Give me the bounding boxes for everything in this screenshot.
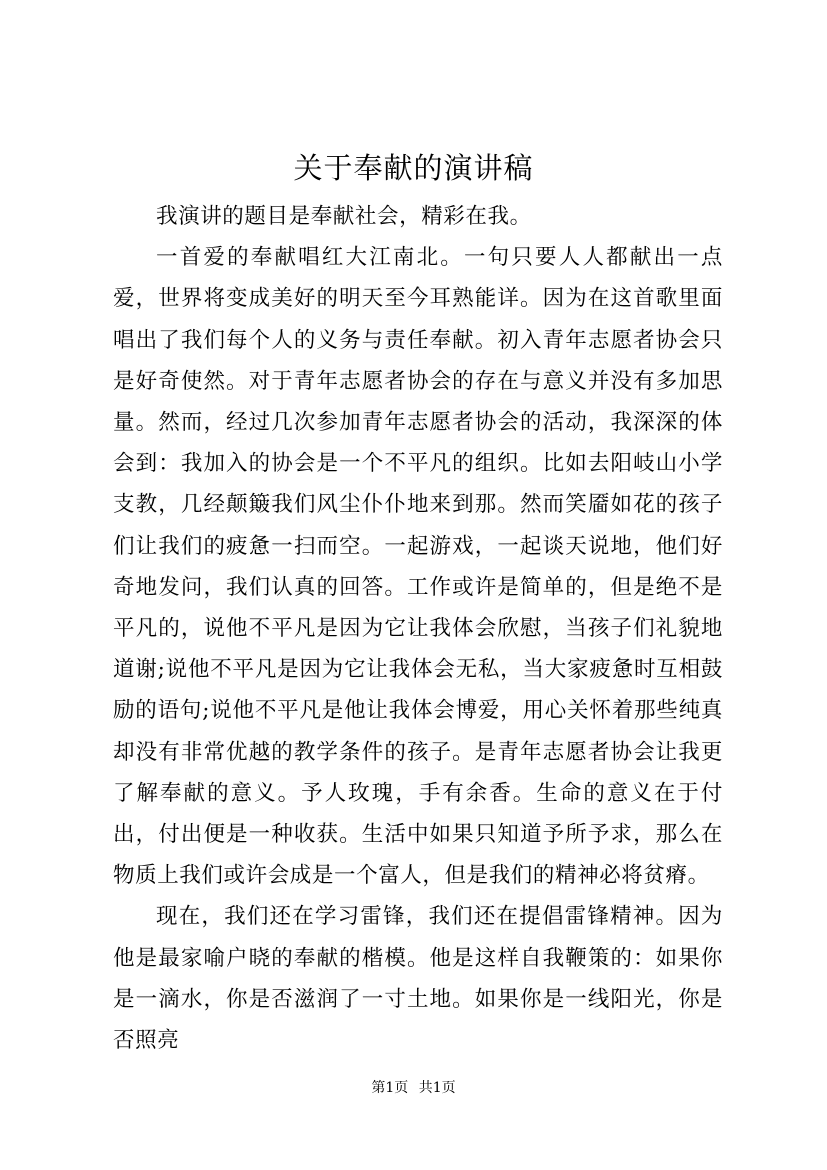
document-title: 关于奉献的演讲稿 <box>293 151 534 185</box>
page-number: 第1页 <box>371 1080 409 1096</box>
paragraph: 我演讲的题目是奉献社会，精彩在我。 <box>156 204 532 229</box>
page-total: 共1页 <box>418 1080 456 1096</box>
page-footer <box>0 1078 827 1098</box>
paragraph: 现在，我们还在学习雷锋，我们还在提倡雷锋精神。因为他是最家喻户晓的奉献的楷模。他是这样自我鞭策的：如果你是一滴水，你是否滋润了一寸土地。如果你是一线阳光，你是否照亮 <box>113 904 723 1054</box>
document-body <box>113 196 723 1061</box>
paragraph: 一首爱的奉献唱红大江南北。一句只要人人都献出一点爱，世界将变成美好的明天至今耳熟能详。因为在这首歌里面唱出了我们每个人的义务与责任奉献。初入青年志愿者协会只是好奇使然。对于青年志愿者协会的存在与意义并没有多加思量。然而，经过几次参加青年志愿者协会的活动，我深深的体会到：我加入的协会是一个不平凡的组织。比如去阳岐山小学支教，几经颠簸我们风尘仆仆地来到那。然而笑靥如花的孩子们让我们的疲惫一扫而空。一起游戏，一起谈天说地，他们好奇地发问，我们认真的回答。工作或许是简单的，但是绝不是平凡的，说他不平凡是因为它让我体会欣慰，当孩子们礼貌地道谢;说他不平凡是因为它让我体会无私，当大家疲惫时互相鼓励的语句;说他不平凡是他让我体会博爱，用心关怀着那些纯真却没有非常优越的教学条件的孩子。是青年志愿者协会让我更了解奉献的意义。予人玫瑰，手有余香。生命的意义在于付出，付出便是一种收获。生活中如果只知道予所予求，那么在物质上我们或许会成是一个富人，但是我们的精神必将贫瘠。 <box>113 245 723 889</box>
